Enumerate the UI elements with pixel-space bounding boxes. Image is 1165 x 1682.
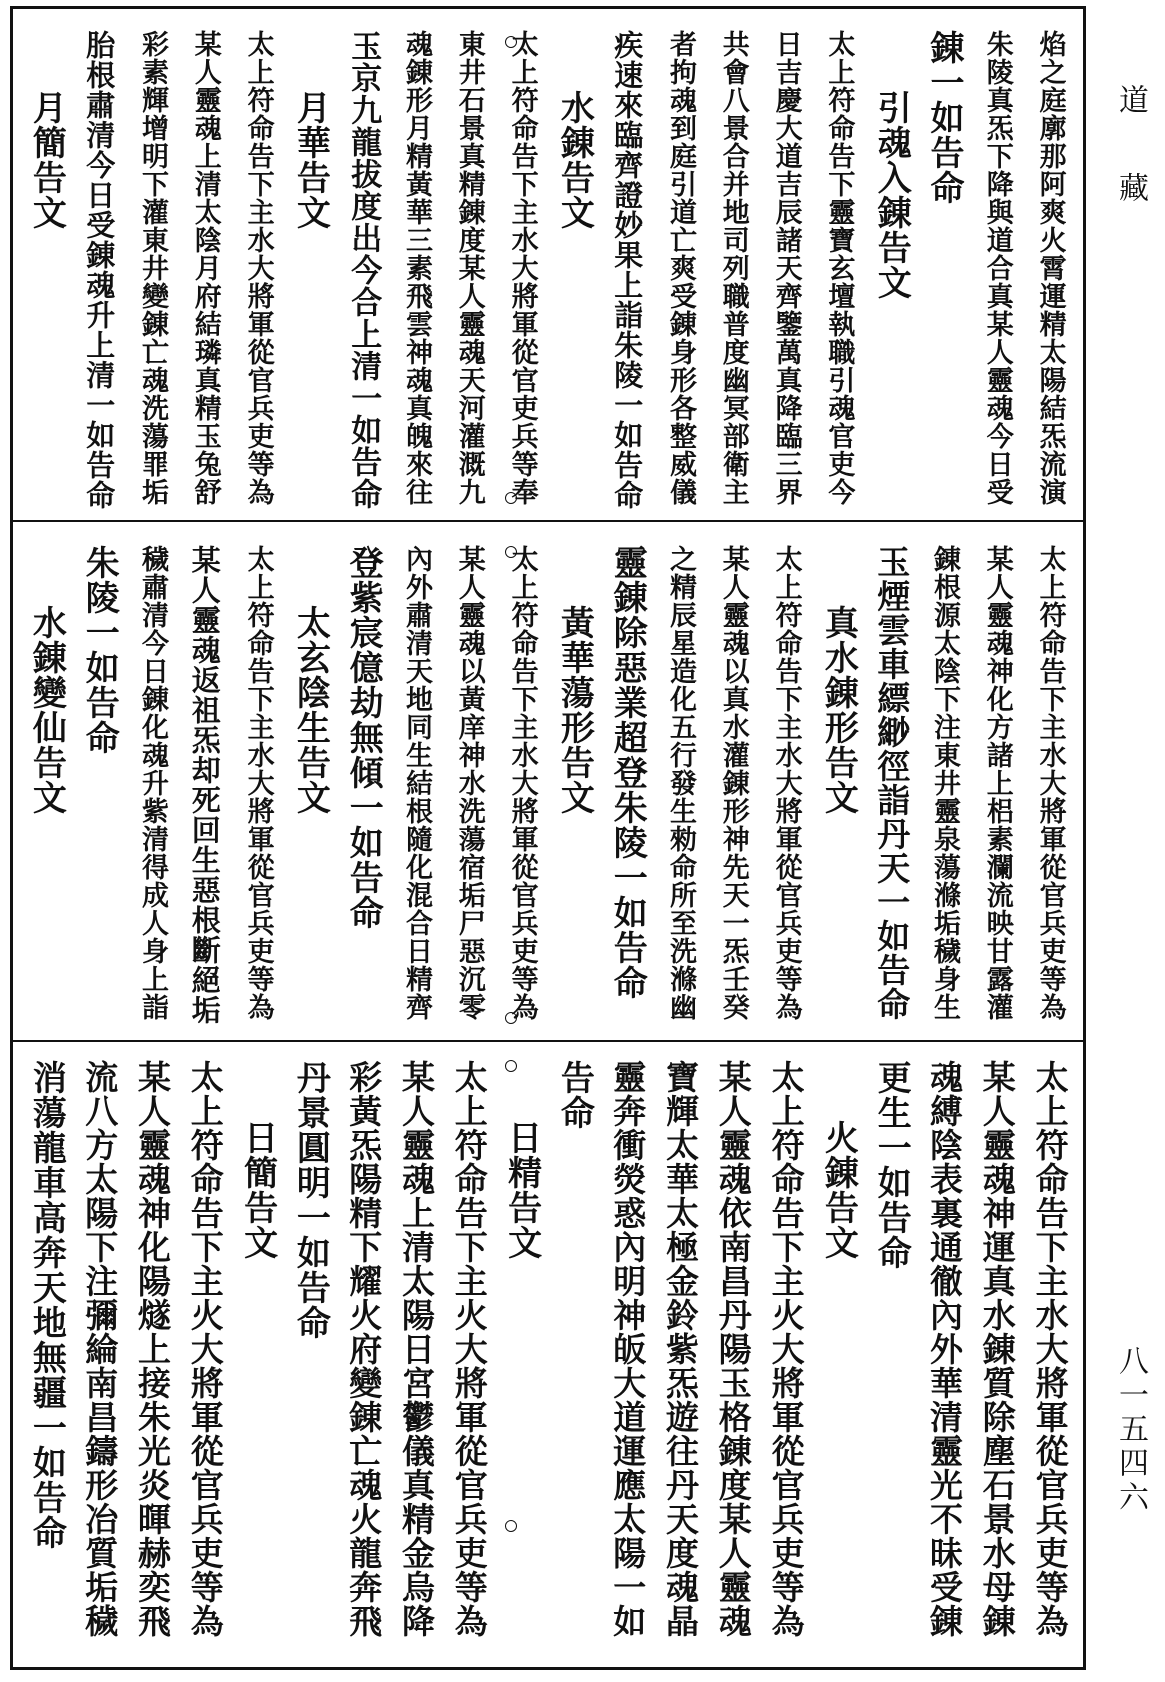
section-heading: 日精告文	[501, 1120, 542, 1260]
text-column: 某人靈魂返祖炁却死回生惡根斷絕垢	[187, 545, 222, 1025]
text-column: 登紫宸億劫無傾一如告命	[343, 545, 384, 930]
text-column: 共會八景合并地司列職普度幽冥部衛主	[717, 30, 749, 506]
collection-title: 道 藏	[1113, 84, 1148, 216]
page-number: 八一五四六	[1113, 1345, 1148, 1515]
text-column: 疾速來臨齊證妙果上詣朱陵一如告命	[610, 30, 645, 510]
section-heading: 水錬告文	[554, 90, 595, 230]
text-column: 彩素輝增明下灌東井變錬亡魂洗蕩罪垢	[137, 30, 168, 506]
punctuation-circle	[505, 492, 517, 504]
text-column: 寶輝太華太極金鈴紫炁遊往丹天度魂晶	[661, 1060, 700, 1638]
text-column: 某人靈魂依南昌丹陽玉格錬度某人靈魂	[713, 1060, 753, 1638]
text-column: 太上符命告下主火大將軍從官兵吏等為	[766, 1060, 806, 1638]
text-column: 穢肅清今日錬化魂升紫清得成人身上詣	[137, 545, 168, 1021]
text-column: 太上符命告下靈寶玄壇執職引魂官吏今	[823, 30, 855, 506]
text-column: 某人靈魂上清太陰月府結璘真精玉兔舒	[189, 30, 221, 506]
section-heading: 引魂入錬告文	[871, 90, 912, 300]
text-column: 太上符命告下主水大將軍從官兵吏等為	[506, 545, 538, 1021]
text-column: 流八方太陽下注彌綸南昌鑄形冶質垢穢	[80, 1060, 120, 1638]
text-column: 太上符命告下主水大將軍從官兵吏等為	[242, 545, 274, 1021]
section-heading: 月簡告文	[26, 90, 67, 230]
text-column: 太上符命告下主水大將軍從官兵吏等為	[1034, 545, 1066, 1021]
punctuation-circle	[505, 36, 517, 48]
text-column: 胎根肅清今日受錬魂升上清一如告命	[82, 30, 117, 510]
text-column: 魂縛陰表裏通徹內外華清靈光不昧受錬	[925, 1060, 964, 1638]
text-column: 之精辰星造化五行發生勑命所至洗滌幽	[665, 545, 696, 1021]
text-column: 告命	[554, 1060, 595, 1130]
text-column: 某人靈魂神運真水錬質除塵石景水母錬	[977, 1060, 1017, 1638]
punctuation-circle	[505, 546, 517, 558]
section-heading: 火錬告文	[818, 1120, 859, 1260]
text-column: 某人靈魂以黃庠神水洗蕩宿垢尸惡沉零	[453, 545, 485, 1021]
text-column: 太上符命告下主水大將軍從官兵吏等為	[770, 545, 802, 1021]
text-column: 某人靈魂神化方諸上梠素瀾流映甘露灌	[981, 545, 1013, 1021]
text-panel-middle	[20, 545, 1076, 1025]
text-panel-bottom	[20, 1060, 1076, 1640]
text-column: 朱陵真炁下降與道合真某人靈魂今日受	[981, 30, 1013, 506]
text-column: 魂錬形月精黃華三素飛雲神魂真魄來往	[401, 30, 432, 506]
section-heading: 真水錬形告文	[818, 605, 859, 815]
punctuation-circle	[505, 1060, 517, 1072]
section-divider	[10, 1040, 1086, 1042]
text-column: 更生一如告命	[871, 1060, 912, 1270]
text-column: 太上符命告下主水大將軍從官吏兵等奉	[506, 30, 538, 506]
text-column: 玉京九龍拔度出今合上清一如告命	[345, 30, 382, 510]
text-column: 靈奔衝熒惑內明神皈大道運應太陽一如	[608, 1060, 648, 1638]
section-heading: 水錬變仙告文	[26, 605, 67, 815]
text-column: 太上符命告下主水大將軍從官兵吏等為	[242, 30, 274, 506]
text-column: 某人靈魂上清太陽日宮鬱儀真精金烏降	[397, 1060, 436, 1638]
text-column: 彩黃炁陽精下耀火府變錬亡魂火龍奔飛	[344, 1060, 384, 1638]
text-column: 太上符命告下主火大將軍從官兵吏等為	[449, 1060, 489, 1638]
text-column: 錬一如告命	[924, 30, 964, 205]
section-heading: 黃華蕩形告文	[554, 605, 595, 815]
text-column: 日吉慶大道吉辰諸天齊鑒萬真降臨三界	[770, 30, 802, 506]
text-panel-top	[20, 30, 1076, 510]
text-column: 錬根源太陰下注東井靈泉蕩滌垢穢身生	[929, 545, 960, 1021]
text-column: 某人靈魂神化陽燧上接朱光炎暉赫奕飛	[133, 1060, 172, 1638]
text-column: 某人靈魂以真水灌錬形神先天一炁壬癸	[717, 545, 749, 1021]
text-column: 者拘魂到庭引道亡爽受錬身形各整威儀	[665, 30, 696, 506]
text-column: 玉煙雲車縹緲徑詣丹天一如告命	[872, 545, 912, 1021]
section-heading: 月華告文	[290, 90, 331, 230]
text-column: 靈錬除惡業超登朱陵一如告命	[607, 545, 648, 1000]
section-heading: 日簡告文	[237, 1120, 278, 1260]
section-divider	[10, 520, 1086, 522]
text-column: 焰之庭廓那阿爽火霄運精太陽結炁流演	[1034, 30, 1066, 506]
text-column: 東井石景真精錬度某人靈魂天河灌溉九	[453, 30, 485, 506]
punctuation-circle	[505, 1012, 517, 1024]
punctuation-circle	[505, 1520, 517, 1532]
text-column: 內外肅清天地同生結根隨化混合日精齊	[401, 545, 432, 1021]
text-column: 太上符命告下主水大將軍從官兵吏等為	[1030, 1060, 1070, 1638]
text-column: 朱陵一如告命	[79, 545, 120, 755]
text-column: 太上符命告下主火大將軍從官兵吏等為	[185, 1060, 225, 1638]
section-heading: 太玄陰生告文	[290, 605, 331, 815]
text-column: 丹景圓明一如告命	[290, 1060, 331, 1340]
text-column: 消蕩龍車高奔天地無疆一如告命	[26, 1060, 67, 1550]
